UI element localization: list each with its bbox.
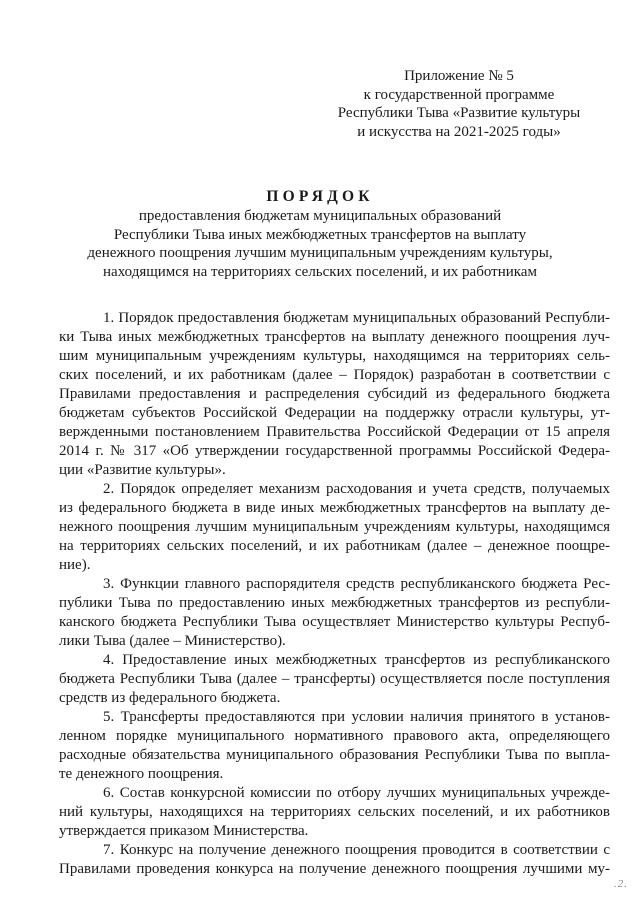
paragraph-line: 3. Функции главного распорядителя средств республиканского бюджета Рес- xyxy=(103,576,610,592)
appendix-line: к государственной программе xyxy=(363,86,555,103)
paragraph-line: 7. Конкурс на получение денежного поощрения проводится в соответствии с xyxy=(103,842,610,858)
paragraph-4 xyxy=(59,651,610,708)
paragraph-line: 4. Предоставление иных межбюджетных трансфертов из республиканского xyxy=(103,652,610,668)
paragraph-line: 1. Порядок предоставления бюджетам муниципальных образований Республи- xyxy=(103,310,610,326)
paragraph-line: публики Тыва по предоставлению иных межбюджетных трансфертов из республи- xyxy=(59,595,610,611)
paragraph-line: вержденными постановлением Правительства Российской Федерации от 15 апреля xyxy=(59,424,610,440)
paragraph-line: ских поселений, и их работникам (далее – Порядок) разработан в соответствии с xyxy=(59,367,610,383)
paragraph-line: расходные обязательства муниципального образования Республики Тыва по выпла- xyxy=(59,747,610,763)
paragraph-line: 5. Трансферты предоставляются при условии наличия принятого в установ- xyxy=(103,709,610,725)
subtitle-line: находящимся на территориях сельских поселений, и их работникам xyxy=(103,263,537,280)
appendix-line: и искусства на 2021-2025 годы» xyxy=(357,123,561,140)
paragraph-line: на территориях сельских поселений, и их работникам (далее – денежное поощре- xyxy=(59,538,610,554)
paragraph-line: ки Тыва иных межбюджетных трансфертов на выплату денежного поощрения луч- xyxy=(59,329,610,345)
document-title: ПОРЯДОК xyxy=(266,188,374,205)
paragraph-line: Правилами предоставления и распределения субсидий из федерального бюджета xyxy=(59,386,610,402)
appendix-line: Республики Тыва «Развитие культуры xyxy=(337,105,581,122)
subtitle-line: Республики Тыва иных межбюджетных трансфертов на выплату xyxy=(113,226,527,243)
paragraph-line: канского бюджета Республики Тыва осуществляет Министерство культуры Респуб- xyxy=(59,614,610,630)
paragraph-line: ции «Развитие культуры». xyxy=(59,462,226,478)
paragraph-line: 2014 г. № 317 «Об утверждении государственной программы Российской Федера- xyxy=(59,443,610,459)
appendix-line: Приложение № 5 xyxy=(404,68,514,84)
paragraph-line: Правилами проведения конкурса на получение денежного поощрения лучшими му- xyxy=(59,861,610,877)
paragraph-line: 2. Порядок определяет механизм расходования и учета средств, получаемых xyxy=(103,481,610,497)
paragraph-2 xyxy=(59,480,610,575)
paragraph-3 xyxy=(59,575,610,651)
subtitle-line: денежного поощрения лучшим муниципальным учреждениям культуры, xyxy=(87,245,553,262)
document-body xyxy=(59,309,610,879)
document-subtitle xyxy=(40,207,600,281)
paragraph-line: те денежного поощрения. xyxy=(59,766,224,782)
paragraph-line: лики Тыва (далее – Министерство). xyxy=(59,633,286,649)
paragraph-1 xyxy=(59,309,610,480)
paragraph-line: ний культуры, находящихся на территориях сельских поселений, и их работников xyxy=(59,804,610,820)
paragraph-line: 6. Состав конкурсной комиссии по отбору лучших муниципальных учрежде- xyxy=(103,785,610,801)
paragraph-line: из федерального бюджета в виде иных межбюджетных трансфертов на выплату де- xyxy=(59,500,610,516)
appendix-header xyxy=(300,67,618,141)
page-mark: .2. xyxy=(614,878,628,890)
paragraph-line: утверждается приказом Министерства. xyxy=(59,823,309,839)
paragraph-line: бюджета Республики Тыва (далее – трансферты) осуществляется после поступления xyxy=(59,671,610,687)
subtitle-line: предоставления бюджетам муниципальных образований xyxy=(138,208,502,224)
paragraph-5 xyxy=(59,708,610,784)
paragraph-line: шим муниципальным учреждениям культуры, находящимся на территориях сель- xyxy=(59,348,610,364)
paragraph-line: ленном порядке муниципального нормативного правового акта, определяющего xyxy=(59,728,610,744)
paragraph-line: бюджетам субъектов Российской Федерации на поддержку отрасли культуры, ут- xyxy=(59,405,610,421)
paragraph-7 xyxy=(59,841,610,879)
paragraph-line: ние). xyxy=(59,557,91,573)
paragraph-line: средств из федерального бюджета. xyxy=(59,690,281,706)
paragraph-6 xyxy=(59,784,610,841)
paragraph-line: нежного поощрения лучшим муниципальным учреждениям культуры, находящимся xyxy=(59,519,610,535)
